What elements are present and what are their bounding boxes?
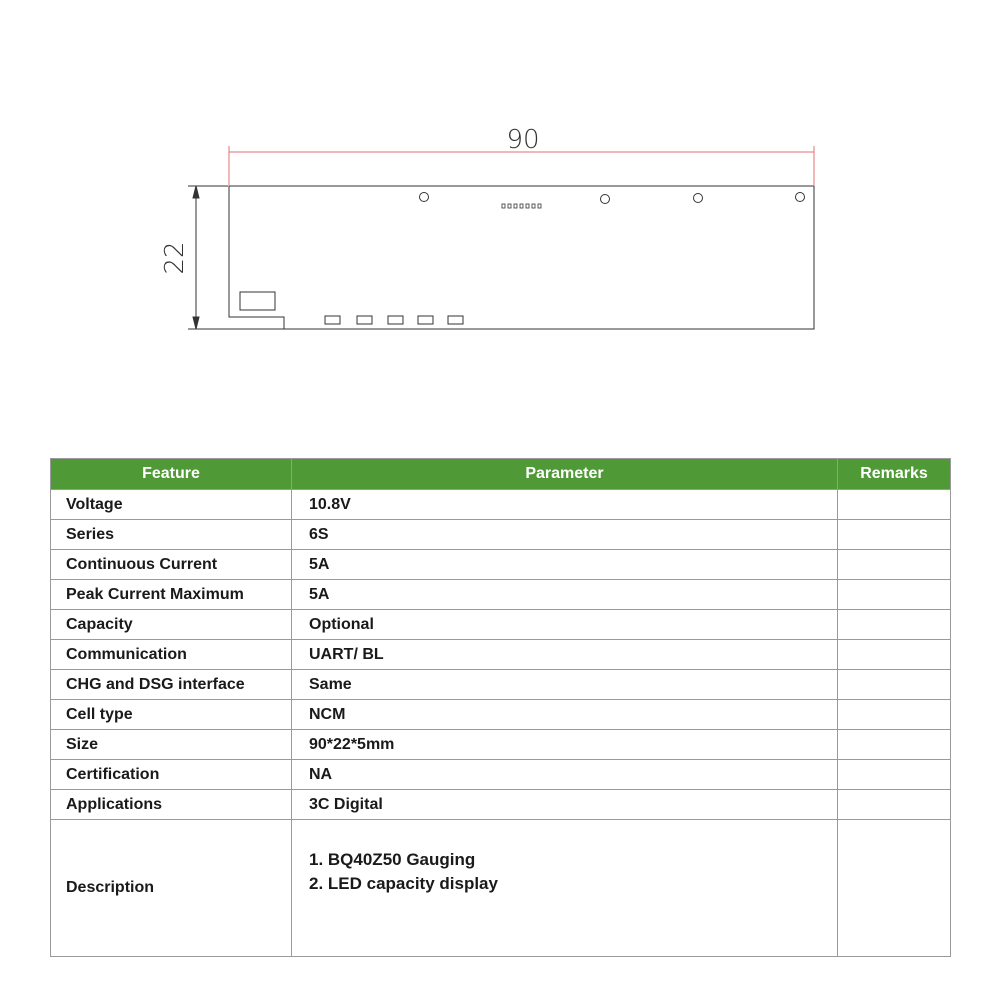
hole xyxy=(420,193,429,202)
parameter-cell: NCM xyxy=(292,700,838,730)
remarks-cell xyxy=(838,580,951,610)
remarks-cell xyxy=(838,820,951,957)
table-row xyxy=(51,520,951,550)
table-row xyxy=(51,790,951,820)
led-pad xyxy=(325,316,340,324)
feature-cell: Size xyxy=(51,730,292,760)
table-header-row xyxy=(51,459,951,490)
feature-cell: Continuous Current xyxy=(51,550,292,580)
parameter-cell: 5A xyxy=(292,550,838,580)
parameter-cell: NA xyxy=(292,760,838,790)
connector-pins xyxy=(502,204,541,208)
led-pad xyxy=(448,316,463,324)
remarks-cell xyxy=(838,760,951,790)
feature-cell: CHG and DSG interface xyxy=(51,670,292,700)
hole xyxy=(694,194,703,203)
feature-cell: Certification xyxy=(51,760,292,790)
description-label: Description xyxy=(51,820,292,957)
description-line: 1. BQ40Z50 Gauging xyxy=(309,850,476,869)
hole xyxy=(601,195,610,204)
feature-cell: Voltage xyxy=(51,490,292,520)
led-pad xyxy=(418,316,433,324)
pcb-dimension-drawing xyxy=(0,0,1000,420)
parameter-cell: 3C Digital xyxy=(292,790,838,820)
table-row xyxy=(51,700,951,730)
feature-cell: Cell type xyxy=(51,700,292,730)
description-row xyxy=(51,820,951,957)
table-row xyxy=(51,730,951,760)
led-pad xyxy=(388,316,403,324)
parameter-cell: 6S xyxy=(292,520,838,550)
remarks-cell xyxy=(838,490,951,520)
feature-cell: Series xyxy=(51,520,292,550)
height-label: 22 xyxy=(160,241,190,275)
parameter-cell: 90*22*5mm xyxy=(292,730,838,760)
width-label: 90 xyxy=(506,125,540,155)
feature-cell: Capacity xyxy=(51,610,292,640)
remarks-cell xyxy=(838,670,951,700)
parameter-cell: Optional xyxy=(292,610,838,640)
table-row xyxy=(51,580,951,610)
parameter-cell: UART/ BL xyxy=(292,640,838,670)
feature-cell: Communication xyxy=(51,640,292,670)
table-row xyxy=(51,640,951,670)
header-parameter: Parameter xyxy=(292,459,838,490)
remarks-cell xyxy=(838,550,951,580)
switch-component xyxy=(240,292,275,310)
spec-table xyxy=(50,458,951,957)
parameter-cell: 5A xyxy=(292,580,838,610)
header-feature: Feature xyxy=(51,459,292,490)
remarks-cell xyxy=(838,640,951,670)
parameter-cell: Same xyxy=(292,670,838,700)
table-row xyxy=(51,550,951,580)
table-row xyxy=(51,760,951,790)
description-line: 2. LED capacity display xyxy=(309,874,498,893)
feature-cell: Peak Current Maximum xyxy=(51,580,292,610)
table-row xyxy=(51,670,951,700)
parameter-cell: 10.8V xyxy=(292,490,838,520)
description-cell xyxy=(292,820,838,957)
remarks-cell xyxy=(838,790,951,820)
header-remarks: Remarks xyxy=(838,459,951,490)
led-pad xyxy=(357,316,372,324)
table-row xyxy=(51,490,951,520)
remarks-cell xyxy=(838,520,951,550)
remarks-cell xyxy=(838,730,951,760)
table-row xyxy=(51,610,951,640)
hole xyxy=(796,193,805,202)
remarks-cell xyxy=(838,700,951,730)
feature-cell: Applications xyxy=(51,790,292,820)
remarks-cell xyxy=(838,610,951,640)
